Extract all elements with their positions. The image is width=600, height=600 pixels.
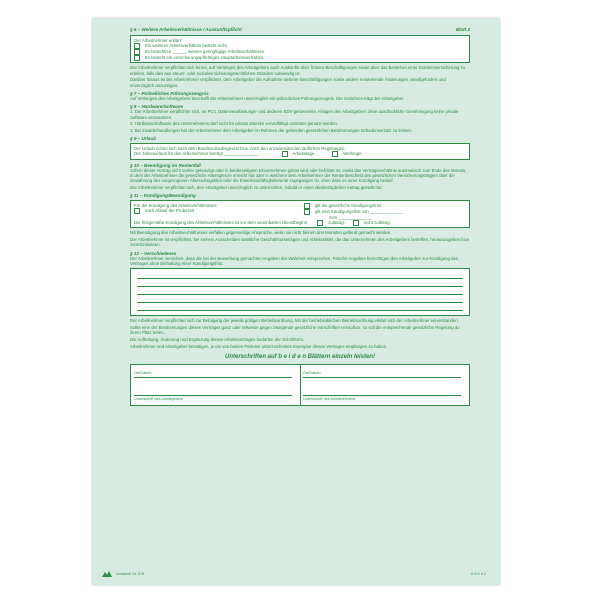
sheet-header (130, 27, 470, 32)
legal-notice-label: gilt die gesetzliche Kündigungsfrist. (315, 203, 383, 209)
option-label: Es besteht/en ______ weitere geringfügige Arbeitsverhältnisse. (145, 49, 266, 55)
section-7-title: § 7 – Polizeiliches Führungszeugnis (130, 90, 209, 96)
employer-place-date-line[interactable] (134, 377, 292, 378)
sheet-footer (102, 571, 486, 577)
employee-place-date-label: Ort/Datum (303, 370, 321, 375)
section-8-item-1: 1. Der Arbeitnehmer verpflichtet sich, an PCs, Datenverarbeitungs- und anderen EDV-gesteuerten Anlagen des Arbeitgebers ohne ausdrückliche Genehmigung keine private Software einzusetzen. (130, 109, 459, 120)
employer-signature-line[interactable] (134, 395, 292, 396)
weekdays-checkbox[interactable] (332, 151, 338, 157)
section-6-text-1: Der Arbeitnehmer verpflichtet sich ferner, auf Verlangen des Arbeitgebers auch Auskünfte über frühere Beschäftigungen sowie über das Bestehen einer Krankenversicherung zu erteilen, falls dies aus steuer- oder sozialversicherungsrechtlichen Gründen notwendig ist. (130, 65, 466, 76)
workdays-checkbox[interactable] (282, 151, 288, 157)
section-11-after-1: Mit Beendigung des Arbeitsverhältnisses verfallen gegenseitige Ansprüche, wenn sie nicht binnen drei Monaten geltend gemacht werden. (130, 230, 392, 236)
publisher-logo-icon (102, 571, 112, 577)
section-8-title: § 8 – Hardware/Software (130, 104, 184, 110)
section-6-box-title: Der Arbeitnehmer erklärt: (134, 37, 182, 43)
not-allowed-checkbox[interactable] (353, 220, 359, 226)
early-termination-label: Die fristgemäße Kündigung des Arbeitsverhältnisses ist vor dem vereinbarten Dienstbeginn (134, 220, 308, 226)
custom-notice-checkbox[interactable] (304, 209, 310, 215)
custom-notice-label: gilt eine Kündigungsfrist von ______________ (315, 209, 404, 215)
allowed-label: zulässig. (328, 220, 345, 226)
contract-sheet (92, 18, 500, 585)
write-line[interactable] (137, 295, 463, 303)
section-6-title: § 6 – Weitere Arbeitsverhältnisse / Auskunftspflicht (130, 27, 242, 32)
not-allowed-label: nicht zulässig. (363, 220, 391, 226)
early-termination-row (134, 220, 466, 226)
section-12-lines-box (130, 268, 470, 316)
form-code: 0 6 0 4 2 (471, 572, 486, 576)
vacation-row (134, 151, 466, 157)
weekdays-label: Werktage. (343, 151, 363, 157)
section-11-box (130, 200, 470, 228)
section-11-title: § 11 – Kündigung/Beendigung (130, 193, 196, 199)
notice-date-label: zum ______________ (329, 214, 372, 220)
employee-place-date-line[interactable] (303, 377, 461, 378)
termination-grid (134, 203, 466, 220)
section-9-line-1: Der Urlaub richtet sich nach dem Bundesurlaubsgesetz bzw. nach den anzuwendenden tariflichen Regelungen. (134, 145, 346, 151)
vacation-label: Der Jahresurlaub für den Arbeitnehmer beträgt ______________ (134, 151, 258, 157)
checkbox[interactable] (134, 55, 140, 61)
sheet-label: Blatt 2 (455, 27, 470, 32)
write-line[interactable] (137, 271, 463, 279)
section-10-title: § 10 – Beendigung im Rentenfall (130, 162, 201, 168)
termination-right (304, 203, 466, 220)
employee-signature-line[interactable] (303, 395, 461, 396)
termination-left-label: Für die Kündigung des Arbeitsverhältnisses (134, 202, 217, 208)
allowed-checkbox[interactable] (317, 220, 323, 226)
employer-place-date-label: Ort/Datum (134, 370, 152, 375)
write-line[interactable] (137, 287, 463, 295)
section-9-title: § 9 – Urlaub (130, 136, 157, 142)
section-12-after-1: Der Arbeitnehmer verpflichtet sich zur Befolgung der jeweils gültigen Betriebsordnung. Mit der betriebsüblichen Betriebsordnung erklärt sich der Arbeitnehmer einverstanden. (130, 318, 459, 324)
option-row[interactable] (134, 55, 466, 61)
section-6-text-2: Darüber hinaus ist der Arbeitnehmer verpflichtet, dem Arbeitgeber die Aufnahme weiterer Beschäftigungen sowie andere entstehende Änderungen unaufgefordert und unverzüglich anzuzeigen. (130, 77, 446, 88)
section-12-text: Der Arbeitnehmer versichert, dass die bei der Bewerbung gemachten Angaben der Wahrheit entsprechen. Falsche Angaben berechtigen den Arbeitgeber zur Kündigung des Vertrages ohne Einhaltung einer Kündigungsfrist. (130, 255, 459, 266)
section-12-after-3: Die Aufhebung, Änderung und Ergänzung dieses Arbeitsvertrages bedürfen der Schriftform. (130, 336, 305, 342)
section-6-box (130, 35, 470, 63)
section-8-item-2: 2. Hardware/Software des Unternehmens darf nicht für private Zwecke vervielfältigt und/oder genutzt werden. (130, 121, 339, 127)
employer-signature-label: Unterschrift des Arbeitgebers (134, 396, 183, 401)
section-11-after-2: Der Arbeitnehmer ist verpflichtet, bei seinem Ausscheiden sämtliche Geschäftsunterlagen und Arbeitsmittel, die das Unternehmen des Arbeitgebers betreffen, herauszugeben bzw. zurückzulassen. (130, 237, 470, 248)
employer-signature-area[interactable] (131, 365, 301, 405)
workdays-label: Arbeitstage (292, 151, 315, 157)
write-line[interactable] (137, 303, 463, 311)
section-12-title: § 12 – Verschiedenes (130, 250, 177, 256)
termination-left (134, 203, 296, 220)
section-9-box (130, 143, 470, 159)
form-number (102, 571, 144, 577)
section-10-text-2: Der Arbeitnehmer verpflichtet sich, den Arbeitgeber unverzüglich zu unterrichten, sobald er einen diesbezüglichen Antrag gestellt hat. (130, 184, 383, 190)
section-12-after-2: Sollte eine der Bestimmungen dieses Vertrages ganz oder teilweise gegen zwingende gesetzliche Vorschriften verstoßen, so soll die entsprechende gesetzliche Regelung an ihrem Platz treten. (130, 324, 460, 336)
form-number-label: Vordruck Nr. 578 (116, 572, 145, 576)
employee-signature-area[interactable] (300, 365, 469, 405)
section-10-text: Sofern dieser Vertrag nicht vorher gekündigt oder in beiderseitigem Einvernehmen gelöst wird oder befristet ist, endet das Vertragsverhältnis automatisch zum Ende des Monats, in dem der Arbeitnehmer die gesetzliche Altersgrenze erreicht hat oder in welchem dem Arbeitnehmer der Rentenbescheid des gesetzlichen Versicherungsträgers über die Gewährung des vorgezogenen Altersruhegeldes oder die Erwerbsunfähigkeitsrente zugegangen ist, ohne dass es einer Kündigung bedarf. (130, 167, 467, 184)
option-label: Es besteht ein versicherungspflichtiges Hauptarbeitsverhältnis. (145, 55, 265, 61)
probation-label: nach Ablauf der Probezeit (145, 208, 195, 214)
signature-box (130, 364, 470, 406)
probation-checkbox[interactable] (134, 208, 140, 214)
write-line[interactable] (137, 279, 463, 287)
section-12-after-4: Arbeitnehmer und Arbeitgeber bestätigen, je ein von beiden Parteien unterzeichnetes Exemplar dieses Vertrages empfangen zu haben. (130, 343, 388, 349)
section-7-text: Auf Verlangen des Arbeitgebers beschafft der Arbeitnehmer unverzüglich ein polizeiliches Führungszeugnis. Die Gebühren trägt der Arbeitgeber. (130, 95, 405, 101)
section-8-item-3: 3. Bei Zuwiderhandlungen hat der Arbeitnehmer dem Arbeitgeber im Rahmen der geltenden gesetzlichen Bestimmungen Schadensersatz zu leisten. (130, 127, 413, 133)
contract-content (130, 27, 470, 406)
probation-row[interactable] (134, 208, 296, 214)
signature-heading: Unterschriften auf b e i d e n Blättern einzeln leisten! (224, 353, 376, 360)
option-label: Ein weiteres Arbeitsverhältnis besteht nicht. (145, 43, 228, 49)
employee-signature-label: Unterschrift des Arbeitnehmers (303, 396, 356, 401)
